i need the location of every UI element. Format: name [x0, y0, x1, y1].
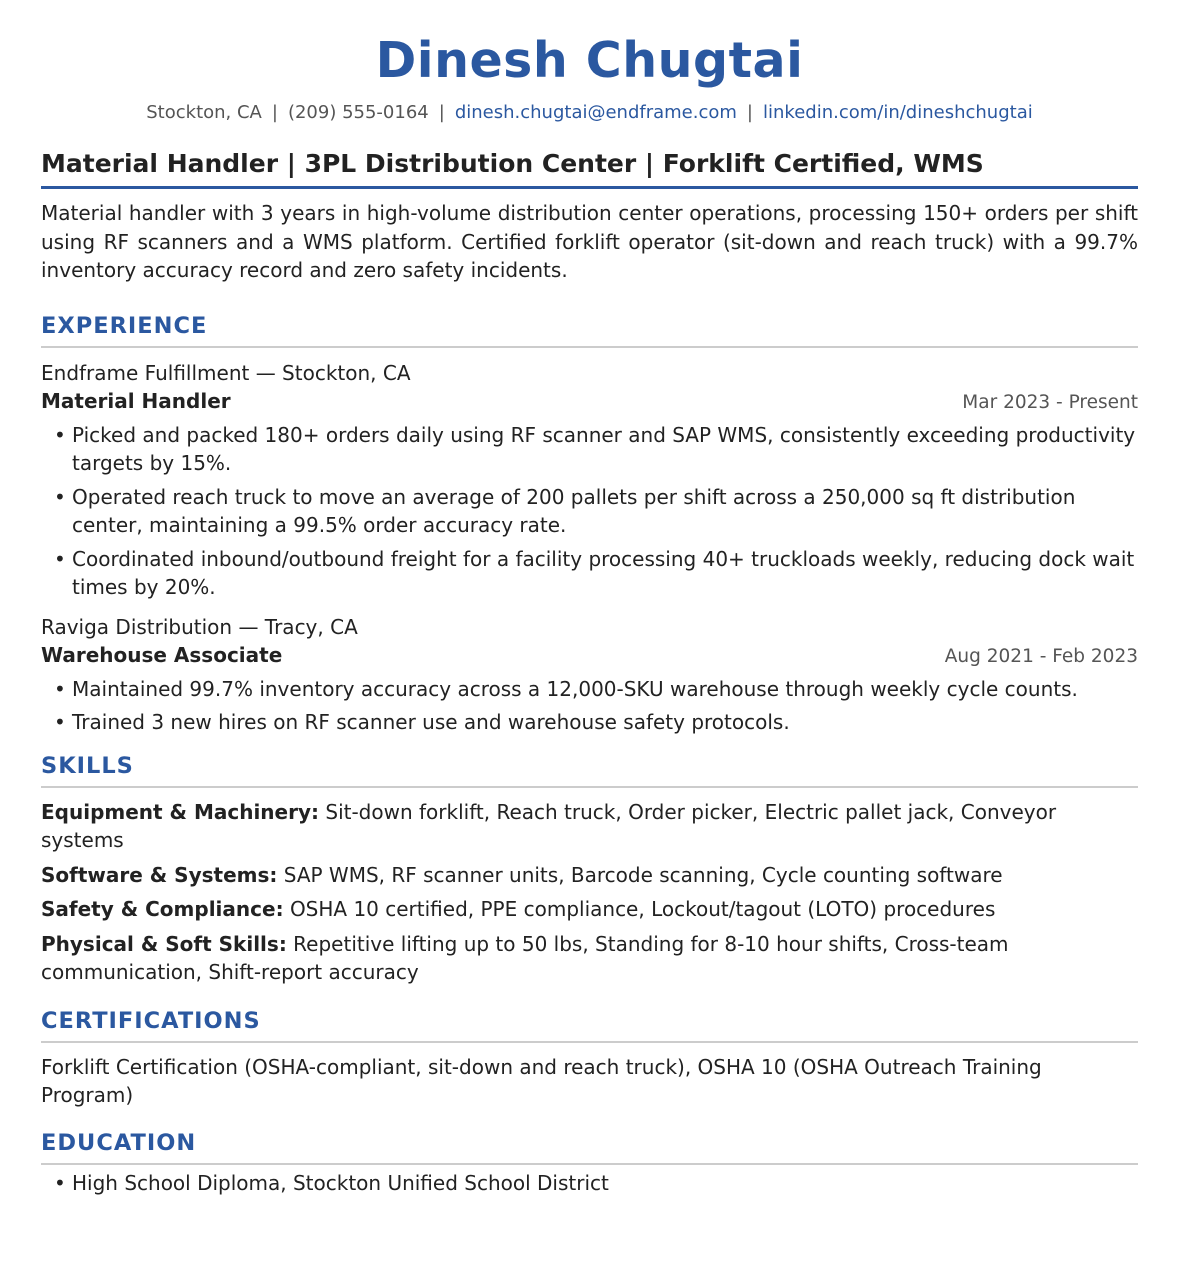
skill-value: OSHA 10 certified, PPE compliance, Lockout/tagout (LOTO) procedures [289, 897, 996, 921]
job-bullet: • Picked and packed 180+ orders daily using RF scanner and SAP WMS, consistently exceeding productivity targets by 15%. [41, 421, 1138, 478]
skill-label: Software & Systems: [41, 862, 278, 887]
job-title: Material Handler [41, 388, 231, 413]
section-title-education: EDUCATION [41, 1129, 1138, 1165]
section-title-certifications: CERTIFICATIONS [41, 1007, 1138, 1043]
skill-value: Sit-down forklift, Reach truck, Order picker, Electric pallet jack, Conveyor systems [41, 799, 1057, 852]
job-company: Endframe Fulfillment — Stockton, CA [41, 360, 411, 385]
skill-line [41, 930, 1138, 987]
job-title: Warehouse Associate [41, 642, 283, 667]
job-dates: Mar 2023 - Present [962, 391, 1138, 413]
contact-linkedin-link[interactable]: linkedin.com/in/dineshchugtai [763, 102, 1033, 123]
education-item: • High School Diploma, Stockton Unified School District [41, 1169, 1138, 1198]
section-title-skills: SKILLS [41, 752, 1138, 788]
skill-line [41, 895, 1138, 924]
certifications-text: Forklift Certification (OSHA-compliant, sit-down and reach truck), OSHA 10 (OSHA Outreach Training Program) [41, 1054, 1042, 1107]
contact-separator: | [438, 102, 445, 123]
professional-headline: Material Handler | 3PL Distribution Center | Forklift Certified, WMS [41, 148, 1138, 189]
contact-line [41, 102, 1138, 124]
summary-paragraph: Material handler with 3 years in high-volume distribution center operations, processing 150+ orders per shift using RF scanners and a WMS platform. Certified forklift operator (sit-down and reach truck) with a 99.7% inventory accuracy record and zero safety incidents. [41, 201, 1138, 282]
job-bullet: • Coordinated inbound/outbound freight for a facility processing 40+ truckloads weekly, reducing dock wait times by 20%. [41, 545, 1138, 602]
job-title-row [41, 641, 1138, 671]
candidate-name: Dinesh Chugtai [375, 32, 804, 89]
skill-label: Equipment & Machinery: [41, 799, 320, 824]
job-entry [41, 613, 1138, 737]
job-bullets [41, 421, 1138, 602]
skill-line [41, 798, 1138, 855]
job-company: Raviga Distribution — Tracy, CA [41, 614, 358, 639]
contact-location: Stockton, CA [146, 102, 262, 123]
education-list [41, 1169, 1138, 1198]
contact-separator: | [271, 102, 278, 123]
section-title-experience: EXPERIENCE [41, 312, 1138, 348]
job-bullet: • Trained 3 new hires on RF scanner use and warehouse safety protocols. [41, 708, 1138, 737]
skill-label: Safety & Compliance: [41, 897, 284, 921]
job-entry [41, 359, 1138, 602]
job-bullet: • Operated reach truck to move an average of 200 pallets per shift across a 250,000 sq ft distribution center, maintaining a 99.5% order accuracy rate. [41, 483, 1138, 540]
skill-value: SAP WMS, RF scanner units, Barcode scanning, Cycle counting software [283, 862, 1003, 887]
job-bullets [41, 675, 1138, 737]
job-bullet: • Maintained 99.7% inventory accuracy across a 12,000-SKU warehouse through weekly cycle counts. [41, 675, 1138, 704]
contact-email-link[interactable]: dinesh.chugtai@endframe.com [454, 102, 737, 123]
job-dates: Aug 2021 - Feb 2023 [944, 645, 1138, 667]
job-title-row [41, 387, 1138, 417]
skill-value: Repetitive lifting up to 50 lbs, Standing for 8-10 hour shifts, Cross-team communication, Shift-report accuracy [41, 931, 1009, 984]
contact-separator: | [746, 102, 753, 123]
skills-list [41, 798, 1138, 987]
skill-line [41, 861, 1138, 890]
skill-label: Physical & Soft Skills: [41, 931, 287, 956]
contact-phone: (209) 555-0164 [287, 102, 429, 123]
